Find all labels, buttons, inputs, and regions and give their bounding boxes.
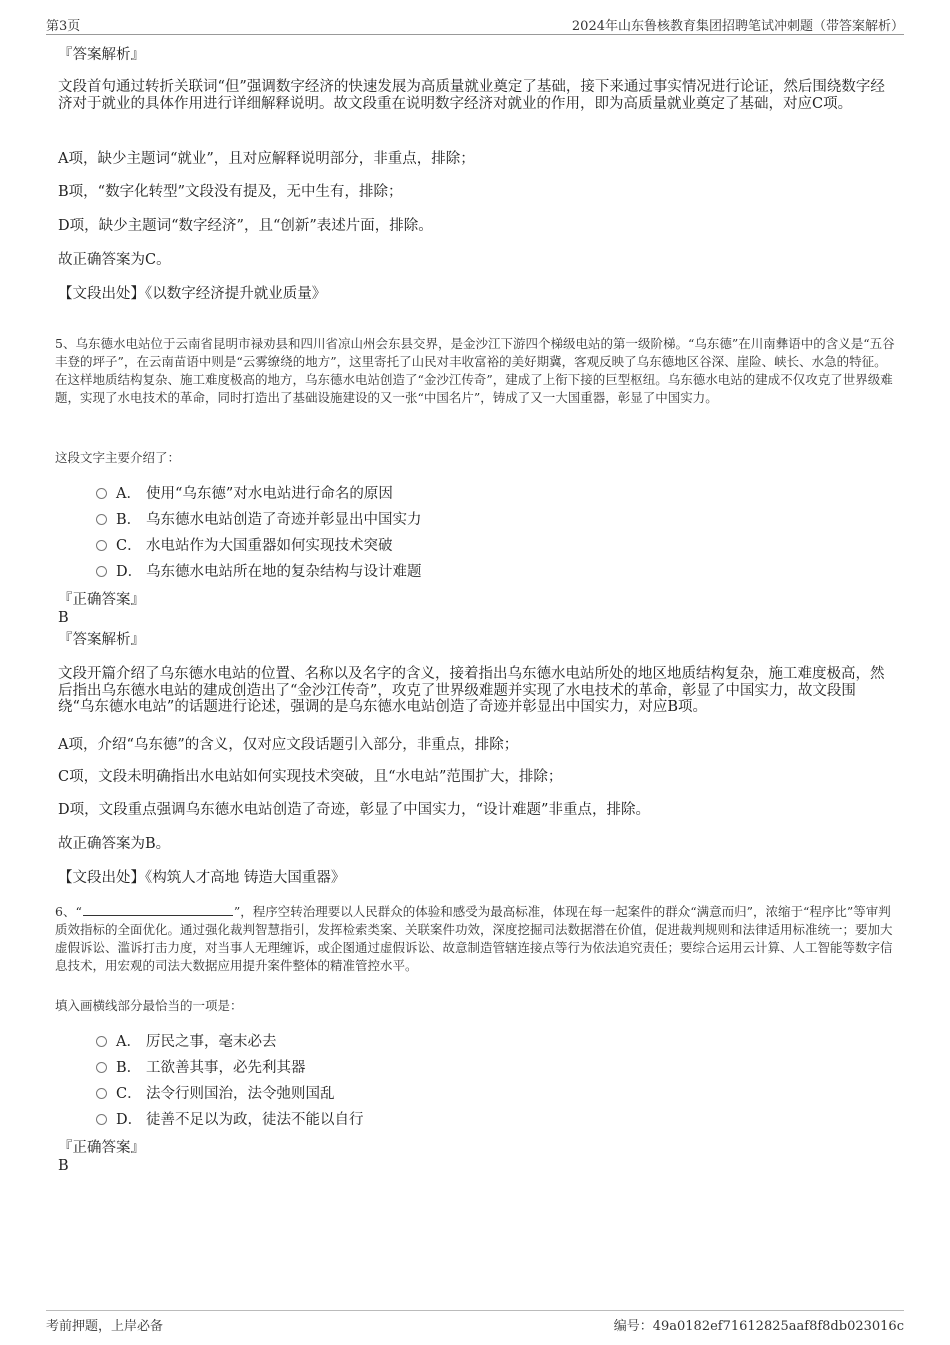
q4-analysis-text: 文段首句通过转折关联词“但”强调数字经济的快速发展为高质量就业奠定了基础，接下来通过事实情况进行论证，然后围绕数字经济对于就业的具体作用进行详细解释说明。故文段重在说明数字经济对就业的作用，即为高质量就业奠定了基础，对应C项。 [58, 79, 885, 112]
q5-analysis-label: 『答案解析』 [58, 632, 145, 648]
option-text: 乌东德水电站创造了奇迹并彰显出中国实力 [146, 512, 422, 528]
q6-stem-prefix: 6、“ [55, 904, 82, 919]
option-text: 徒善不足以为政，徒法不能以自行 [146, 1112, 364, 1128]
q5-option-d[interactable] [96, 563, 422, 581]
q4-option-b-analysis: B项，“数字化转型”文段没有提及，无中生有，排除； [58, 184, 403, 200]
q5-option-d-analysis: D项，文段重点强调乌东德水电站创造了奇迹，彰显了中国实力，“设计难题”非重点，排除。 [58, 802, 650, 818]
q4-option-d-analysis: D项，缺少主题词“数字经济”，且“创新”表述片面，排除。 [58, 218, 433, 234]
q6-option-d[interactable] [96, 1111, 364, 1129]
fill-blank [83, 903, 233, 916]
q4-conclusion: 故正确答案为C。 [58, 252, 171, 268]
option-letter: B． [116, 512, 142, 528]
radio-icon[interactable] [96, 1114, 107, 1125]
q5-conclusion: 故正确答案为B。 [58, 836, 171, 852]
q6-stem [55, 903, 895, 975]
footer-slogan: 考前押题，上岸必备 [46, 1319, 164, 1334]
radio-icon[interactable] [96, 488, 107, 499]
option-letter: A． [116, 486, 141, 502]
q5-option-a[interactable] [96, 485, 393, 503]
radio-icon[interactable] [96, 514, 107, 525]
option-text: 工欲善其事，必先利其器 [146, 1060, 306, 1076]
q5-answer: B [58, 610, 69, 626]
radio-icon[interactable] [96, 1036, 107, 1047]
q5-source: 【文段出处】《构筑人才高地 铸造大国重器》 [58, 870, 346, 886]
q4-option-a-analysis: A项，缺少主题词“就业”，且对应解释说明部分，非重点，排除； [58, 151, 475, 167]
option-text: 法令行则国治，法令弛则国乱 [146, 1086, 335, 1102]
q5-option-c-analysis: C项，文段未明确指出水电站如何实现技术突破，且“水电站”范围扩大，排除； [58, 769, 563, 785]
option-letter: C． [116, 538, 142, 554]
q6-option-a[interactable] [96, 1033, 277, 1051]
option-text: 水电站作为大国重器如何实现技术突破 [146, 538, 393, 554]
q6-option-c[interactable] [96, 1085, 335, 1103]
q5-option-c[interactable] [96, 537, 393, 555]
page-number: 第3页 [46, 19, 81, 34]
document-title: 2024年山东鲁核教育集团招聘笔试冲刺题（带答案解析） [571, 19, 904, 34]
q5-stem: 5、乌东德水电站位于云南省昆明市禄劝县和四川省凉山州会东县交界，是金沙江下游四个梯级电站的第一级阶梯。“乌东德”在川南彝语中的含义是“五谷丰登的坪子”，在云南苗语中则是“云雾缭绕的地方”，这里寄托了山民对丰收富裕的美好期冀，客观反映了乌东德地区谷深、崖险、峡长、水急的特征。在这样地质结构复杂、施工难度极高的地方，乌东德水电站创造了“金沙江传奇”，建成了上衔下接的巨型枢纽。乌东德水电站的建成不仅攻克了世界级难题，实现了水电技术的革命，同时打造出了基础设施建设的又一张“中国名片”，铸成了又一大国重器，彰显了中国实力。 [55, 336, 895, 405]
option-letter: D． [116, 564, 143, 580]
q5-prompt: 这段文字主要介绍了： [55, 450, 181, 465]
option-letter: C． [116, 1086, 142, 1102]
radio-icon[interactable] [96, 1062, 107, 1073]
q6-stem-rest: ”，程序空转治理要以人民群众的体验和感受为最高标准，体现在每一起案件的群众“满意而归”，浓缩于“程序比”等审判质效指标的全面优化。通过强化裁判智慧指引，发挥检索类案、关联案件功效，深度挖掘司法数据潜在价值，促进裁判规则和法律适用标准统一；要加大虚假诉讼、滥诉打击力度，对当事人无理缠诉，或企图通过虚假诉讼、故意制造管辖连接点等行为依法追究责任；要综合运用云计算、人工智能等数字信息技术，用宏观的司法大数据应用提升案件整体的精准管控水平。 [55, 904, 893, 973]
page-footer [46, 1310, 904, 1335]
radio-icon[interactable] [96, 566, 107, 577]
option-text: 乌东德水电站所在地的复杂结构与设计难题 [146, 564, 422, 580]
radio-icon[interactable] [96, 540, 107, 551]
q4-analysis-label: 『答案解析』 [58, 47, 145, 63]
option-text: 厉民之事，毫末必去 [146, 1034, 277, 1050]
page-header [46, 14, 904, 35]
q6-option-b[interactable] [96, 1059, 306, 1077]
option-text: 使用“乌东德”对水电站进行命名的原因 [146, 486, 393, 502]
q5-option-b[interactable] [96, 511, 422, 529]
q5-analysis-text: 文段开篇介绍了乌东德水电站的位置、名称以及名字的含义，接着指出乌东德水电站所处的地区地质结构复杂，施工难度极高，然后指出乌东德水电站的建成创造出了“金沙江传奇”，攻克了世界级难题并实现了水电技术的革命，彰显了中国实力，故文段围绕“乌东德水电站”的话题进行论述，强调的是乌东德水电站创造了奇迹并彰显出中国实力，对应B项。 [58, 666, 885, 715]
q6-prompt: 填入画横线部分最恰当的一项是： [55, 998, 243, 1013]
radio-icon[interactable] [96, 1088, 107, 1099]
q6-answer: B [58, 1158, 69, 1174]
option-letter: B． [116, 1060, 142, 1076]
option-letter: D． [116, 1112, 143, 1128]
q5-option-a-analysis: A项，介绍“乌东德”的含义，仅对应文段话题引入部分，非重点，排除； [58, 737, 519, 753]
q6-answer-label: 『正确答案』 [58, 1140, 145, 1156]
q4-source: 【文段出处】《以数字经济提升就业质量》 [58, 286, 327, 302]
document-id: 编号：49a0182ef71612825aaf8f8db023016c [613, 1319, 904, 1334]
q5-answer-label: 『正确答案』 [58, 592, 145, 608]
option-letter: A． [116, 1034, 141, 1050]
